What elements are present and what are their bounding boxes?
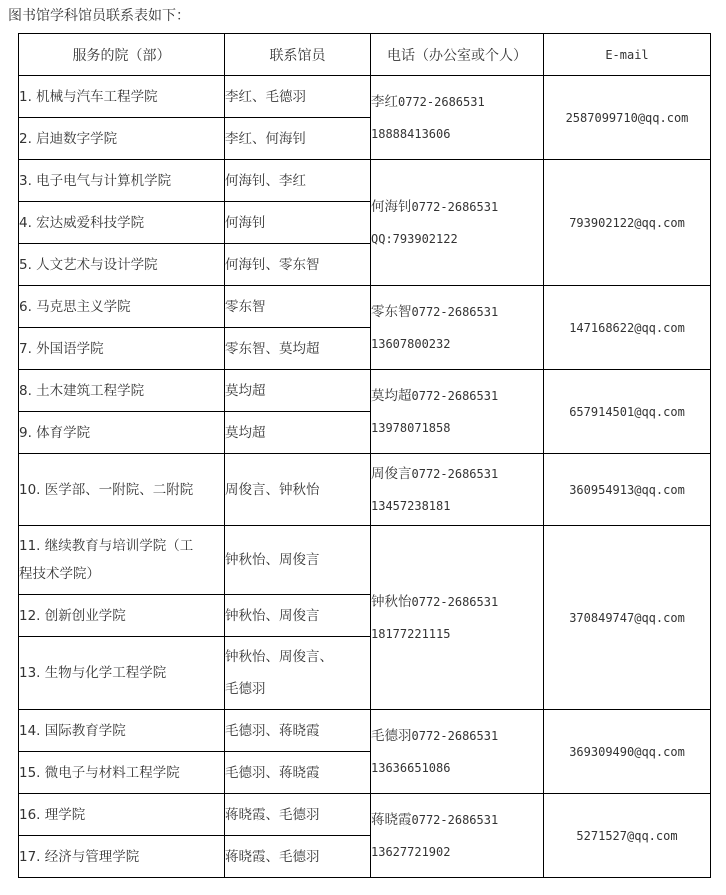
librarian-cell-line: 毛德羽 (225, 681, 266, 697)
librarian-cell (225, 637, 371, 710)
table-row (19, 370, 711, 412)
table-row (19, 794, 711, 836)
librarian-cell: 零东智 (225, 286, 371, 328)
email-cell (544, 454, 711, 526)
librarian-cell: 毛德羽、蒋晓霞 (225, 710, 371, 752)
librarian-cell: 李红、何海钊 (225, 118, 371, 160)
college-cell (19, 526, 225, 595)
phone-cell (371, 710, 544, 794)
phone-office-number: 0772-2686531 (398, 94, 485, 109)
phone-contact-name: 周俊言 (371, 465, 412, 482)
librarian-cell: 何海钊、零东智 (225, 244, 371, 286)
email-cell (544, 160, 711, 286)
librarian-cell: 零东智、莫均超 (225, 328, 371, 370)
college-cell: 15. 微电子与材料工程学院 (19, 752, 225, 794)
college-cell: 16. 理学院 (19, 794, 225, 836)
librarian-cell: 钟秋怡、周俊言 (225, 526, 371, 595)
phone-cell (371, 76, 544, 160)
email-cell (544, 76, 711, 160)
table-header-row (19, 34, 711, 76)
college-cell: 5. 人文艺术与设计学院 (19, 244, 225, 286)
phone-cell (371, 794, 544, 878)
table-row (19, 160, 711, 202)
college-cell-line: 程技术学院） (19, 566, 100, 582)
email-cell (544, 286, 711, 370)
email-address[interactable]: 369309490@qq.com (569, 744, 685, 759)
librarian-cell: 周俊言、钟秋怡 (225, 454, 371, 526)
phone-mobile-number: 13607800232 (371, 336, 451, 351)
phone-cell (371, 370, 544, 454)
phone-cell (371, 160, 544, 286)
college-cell: 1. 机械与汽车工程学院 (19, 76, 225, 118)
phone-office-number: 0772-2686531 (411, 304, 499, 319)
college-cell: 13. 生物与化学工程学院 (19, 637, 225, 710)
librarian-cell: 蒋晓霞、毛德羽 (225, 836, 371, 878)
librarian-cell: 钟秋怡、周俊言 (225, 595, 371, 637)
college-cell: 4. 宏达威爱科技学院 (19, 202, 225, 244)
table-row (19, 454, 711, 526)
college-cell: 3. 电子电气与计算机学院 (19, 160, 225, 202)
email-address[interactable]: 2587099710@qq.com (565, 110, 689, 125)
header-college: 服务的院（部） (19, 34, 225, 76)
phone-cell (371, 526, 544, 710)
email-address[interactable]: 793902122@qq.com (569, 215, 685, 230)
college-cell: 12. 创新创业学院 (19, 595, 225, 637)
phone-cell (371, 454, 544, 526)
phone-contact-name: 毛德羽 (371, 727, 412, 744)
college-cell: 17. 经济与管理学院 (19, 836, 225, 878)
header-librarian: 联系馆员 (225, 34, 371, 76)
college-cell: 9. 体育学院 (19, 412, 225, 454)
phone-cell (371, 286, 544, 370)
librarian-contact-table (18, 33, 711, 878)
phone-contact-name: 何海钊 (371, 198, 412, 215)
college-cell: 10. 医学部、一附院、二附院 (19, 454, 225, 526)
phone-mobile-number: 18177221115 (371, 626, 451, 641)
table-row (19, 76, 711, 118)
librarian-cell: 莫均超 (225, 370, 371, 412)
email-address[interactable]: 360954913@qq.com (569, 482, 685, 497)
librarian-cell: 李红、毛德羽 (225, 76, 371, 118)
phone-contact-name: 莫均超 (371, 387, 412, 404)
librarian-cell: 毛德羽、蒋晓霞 (225, 752, 371, 794)
college-cell: 2. 启迪数字学院 (19, 118, 225, 160)
phone-office-number: 0772-2686531 (411, 812, 499, 827)
librarian-cell: 何海钊 (225, 202, 371, 244)
email-address[interactable]: 147168622@qq.com (569, 320, 685, 335)
phone-office-number: 0772-2686531 (411, 728, 499, 743)
email-cell (544, 794, 711, 878)
phone-contact-name: 零东智 (371, 303, 412, 320)
email-address[interactable]: 5271527@qq.com (576, 828, 678, 843)
table-row (19, 286, 711, 328)
phone-contact-name: 李红 (371, 93, 398, 110)
phone-mobile-number: QQ:793902122 (371, 231, 458, 246)
email-address[interactable]: 370849747@qq.com (569, 610, 685, 625)
college-cell: 14. 国际教育学院 (19, 710, 225, 752)
phone-office-number: 0772-2686531 (411, 466, 499, 481)
librarian-cell: 莫均超 (225, 412, 371, 454)
phone-office-number: 0772-2686531 (411, 199, 499, 214)
phone-mobile-number: 18888413606 (371, 126, 451, 141)
header-phone: 电话（办公室或个人） (371, 34, 544, 76)
phone-mobile-number: 13978071858 (371, 420, 451, 435)
college-cell-line: 11. 继续教育与培训学院（工 (19, 538, 194, 554)
phone-contact-name: 蒋晓霞 (371, 811, 412, 828)
email-address[interactable]: 657914501@qq.com (569, 404, 685, 419)
phone-office-number: 0772-2686531 (411, 388, 499, 403)
phone-mobile-number: 13636651086 (371, 760, 451, 775)
phone-office-number: 0772-2686531 (411, 594, 499, 609)
phone-mobile-number: 13627721902 (371, 844, 451, 859)
college-cell: 7. 外国语学院 (19, 328, 225, 370)
librarian-cell-line: 钟秋怡、周俊言、 (225, 649, 333, 665)
college-cell: 8. 土木建筑工程学院 (19, 370, 225, 412)
college-cell: 6. 马克思主义学院 (19, 286, 225, 328)
librarian-cell: 蒋晓霞、毛德羽 (225, 794, 371, 836)
phone-contact-name: 钟秋怡 (371, 593, 412, 610)
header-email: E-mail (544, 34, 711, 76)
table-row (19, 526, 711, 595)
email-cell (544, 526, 711, 710)
librarian-cell: 何海钊、李红 (225, 160, 371, 202)
phone-mobile-number: 13457238181 (371, 498, 451, 513)
table-row (19, 710, 711, 752)
page-title: 图书馆学科馆员联系表如下： (8, 8, 190, 24)
email-cell (544, 370, 711, 454)
email-cell (544, 710, 711, 794)
